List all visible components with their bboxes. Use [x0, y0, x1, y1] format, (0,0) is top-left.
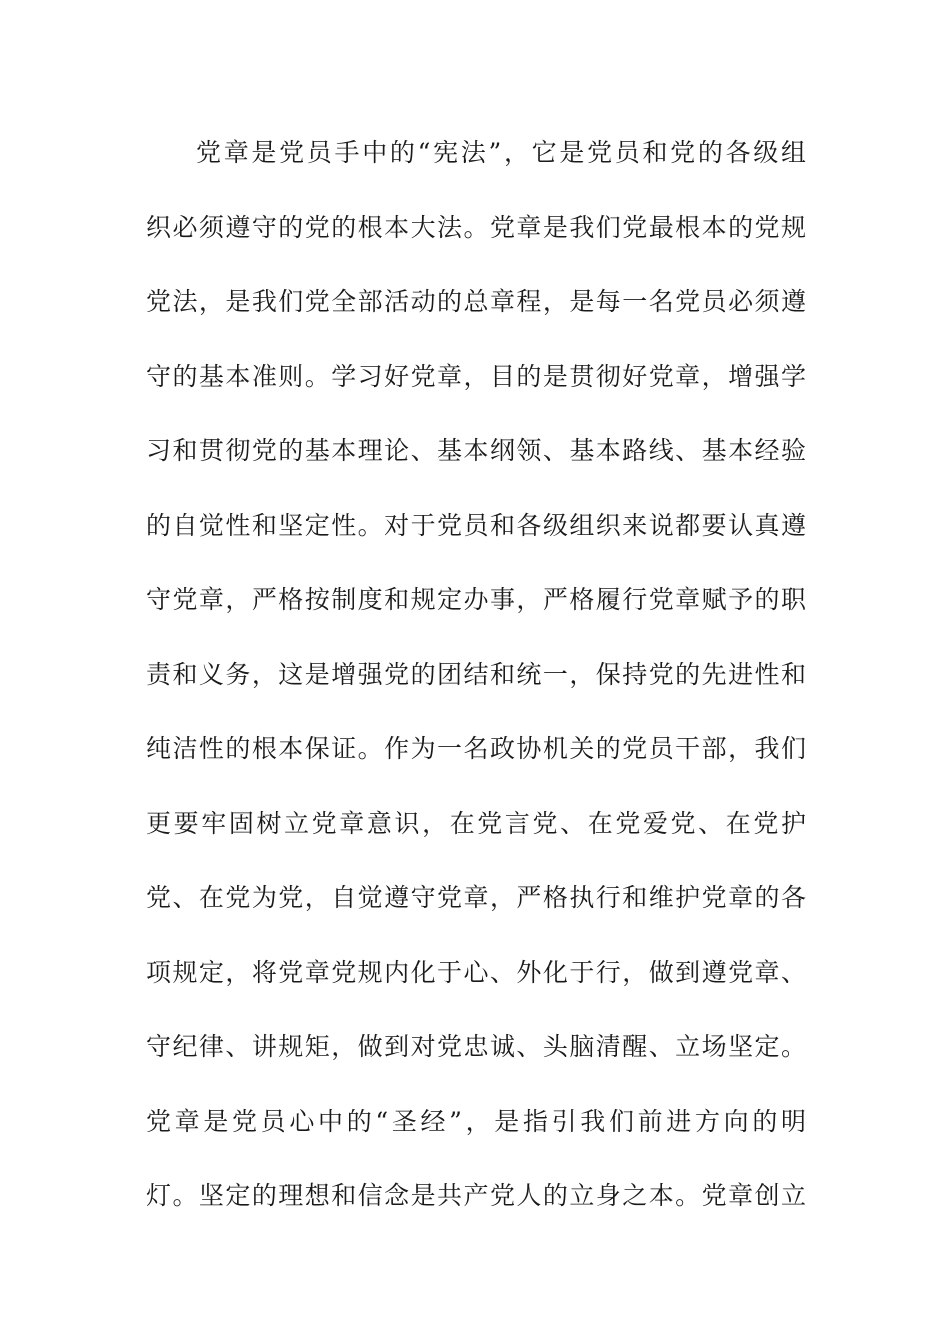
- text-line: 习和贯彻党的基本理论、基本纲领、基本路线、基本经验: [146, 436, 806, 465]
- text-line: 守的基本准则。学习好党章，目的是贯彻好党章，增强学: [146, 361, 806, 391]
- text-line: 灯。坚定的理想和信念是共产党人的立身之本。党章创立: [146, 1181, 806, 1210]
- text-line: 纯洁性的根本保证。作为一名政协机关的党员干部，我们: [146, 734, 806, 763]
- text-line: 党章是党员手中的“宪法”，它是党员和党的各级组: [196, 138, 806, 167]
- text-line: 党、在党为党，自觉遵守党章，严格执行和维护党章的各: [146, 883, 806, 912]
- body-paragraph: [146, 128, 806, 1246]
- text-line: 更要牢固树立党章意识，在党言党、在党爱党、在党护: [146, 808, 806, 838]
- text-line: 守党章，严格按制度和规定办事，严格履行党章赋予的职: [146, 585, 806, 614]
- text-line: 项规定，将党章党规内化于心、外化于行，做到遵党章、: [146, 957, 806, 987]
- text-line: 责和义务，这是增强党的团结和统一，保持党的先进性和: [146, 659, 806, 689]
- text-line: 党章是党员心中的“圣经”，是指引我们前进方向的明: [146, 1106, 806, 1136]
- text-line: 织必须遵守的党的根本大法。党章是我们党最根本的党规: [146, 212, 806, 242]
- text-line: 的自觉性和坚定性。对于党员和各级组织来说都要认真遵: [146, 510, 806, 540]
- text-line: 守纪律、讲规矩，做到对党忠诚、头脑清醒、立场坚定。: [146, 1032, 806, 1061]
- text-line: 党法，是我们党全部活动的总章程，是每一名党员必须遵: [146, 287, 806, 316]
